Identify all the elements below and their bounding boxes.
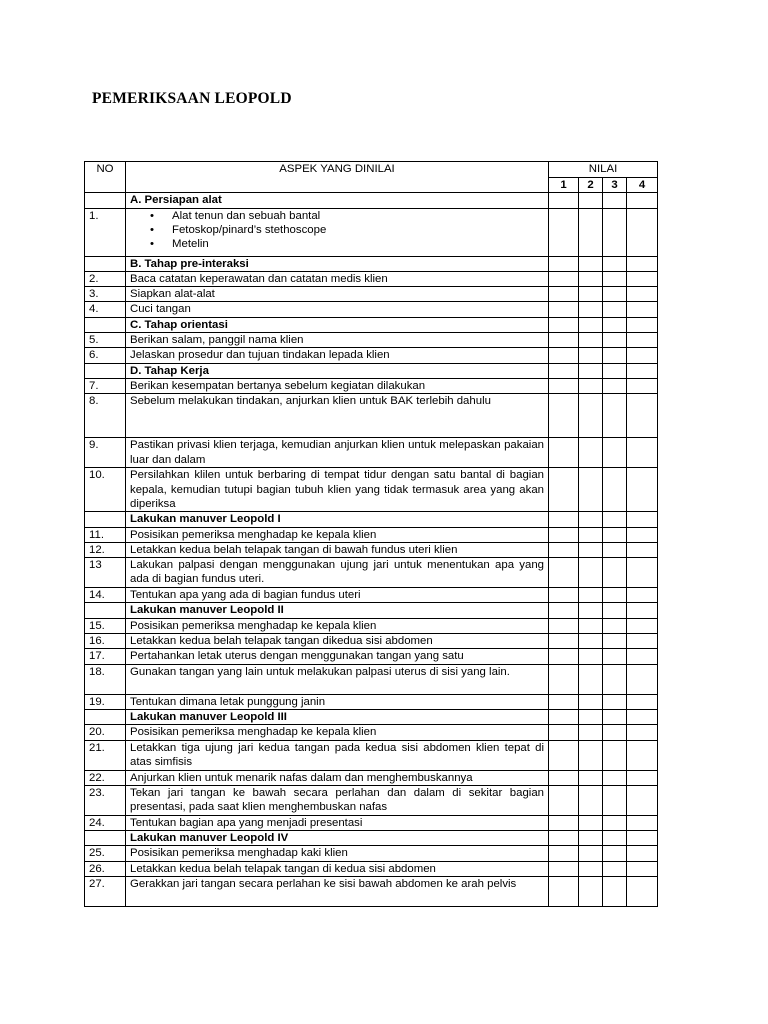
score-cell-3[interactable] bbox=[603, 603, 627, 618]
assessment-aspect: Persilahkan klilen untuk berbaring di tempat tidur dengan satu bantal di bagian kepala, kemudian tutupi bagian tubuh klien yang tidak termasuk area yang akan diperiksa bbox=[126, 468, 549, 512]
score-cell-1[interactable] bbox=[549, 831, 579, 846]
row-number bbox=[85, 709, 126, 724]
row-number: 7. bbox=[85, 378, 126, 393]
table-row bbox=[85, 302, 658, 317]
assessment-aspect: Posisikan pemeriksa menghadap kaki klien bbox=[126, 846, 549, 861]
table-row bbox=[85, 588, 658, 603]
row-number: 12. bbox=[85, 542, 126, 557]
row-number: 6. bbox=[85, 348, 126, 363]
score-cell-1[interactable] bbox=[549, 438, 579, 468]
score-cell-4[interactable] bbox=[627, 588, 658, 603]
score-cell-2[interactable] bbox=[579, 302, 603, 317]
score-cell-2[interactable] bbox=[579, 846, 603, 861]
score-cell-3[interactable] bbox=[603, 333, 627, 348]
assessment-aspect: Sebelum melakukan tindakan, anjurkan klien untuk BAK terlebih dahulu bbox=[126, 394, 549, 438]
score-cell-4[interactable] bbox=[627, 603, 658, 618]
score-cell-1[interactable] bbox=[549, 302, 579, 317]
score-cell-1[interactable] bbox=[549, 208, 579, 256]
score-cell-3[interactable] bbox=[603, 725, 627, 740]
row-number: 3. bbox=[85, 287, 126, 302]
score-cell-3[interactable] bbox=[603, 256, 627, 271]
score-cell-4[interactable] bbox=[627, 256, 658, 271]
score-cell-2[interactable] bbox=[579, 634, 603, 649]
section-heading: B. Tahap pre-interaksi bbox=[126, 256, 549, 271]
row-number: 9. bbox=[85, 438, 126, 468]
row-number: 21. bbox=[85, 740, 126, 770]
section-heading: D. Tahap Kerja bbox=[126, 363, 549, 378]
assessment-aspect: Berikan salam, panggil nama klien bbox=[126, 333, 549, 348]
score-cell-1[interactable] bbox=[549, 193, 579, 208]
header-row bbox=[85, 162, 658, 178]
score-cell-4[interactable] bbox=[627, 664, 658, 694]
row-number: 11. bbox=[85, 527, 126, 542]
section-row bbox=[85, 831, 658, 846]
score-cell-2[interactable] bbox=[579, 438, 603, 468]
score-cell-2[interactable] bbox=[579, 785, 603, 815]
score-cell-4[interactable] bbox=[627, 618, 658, 633]
score-cell-2[interactable] bbox=[579, 770, 603, 785]
score-cell-3[interactable] bbox=[603, 468, 627, 512]
score-cell-3[interactable] bbox=[603, 831, 627, 846]
assessment-aspect: Tekan jari tangan ke bawah secara perlahan dan dalam di sekitar bagian presentasi, pada saat klien menghembuskan nafas bbox=[126, 785, 549, 815]
score-cell-2[interactable] bbox=[579, 394, 603, 438]
score-cell-1[interactable] bbox=[549, 588, 579, 603]
table-row bbox=[85, 725, 658, 740]
row-number: 24. bbox=[85, 815, 126, 830]
table-row bbox=[85, 634, 658, 649]
score-cell-1[interactable] bbox=[549, 664, 579, 694]
score-cell-4[interactable] bbox=[627, 348, 658, 363]
table-row bbox=[85, 740, 658, 770]
score-cell-4[interactable] bbox=[627, 317, 658, 332]
table-row bbox=[85, 694, 658, 709]
score-cell-2[interactable] bbox=[579, 618, 603, 633]
score-cell-4[interactable] bbox=[627, 542, 658, 557]
table-row bbox=[85, 618, 658, 633]
score-cell-3[interactable] bbox=[603, 302, 627, 317]
row-number bbox=[85, 363, 126, 378]
section-row bbox=[85, 603, 658, 618]
table-row bbox=[85, 770, 658, 785]
row-number: 22. bbox=[85, 770, 126, 785]
score-cell-2[interactable] bbox=[579, 877, 603, 907]
table-row bbox=[85, 378, 658, 393]
score-cell-4[interactable] bbox=[627, 770, 658, 785]
table-row bbox=[85, 438, 658, 468]
score-cell-4[interactable] bbox=[627, 785, 658, 815]
score-cell-1[interactable] bbox=[549, 815, 579, 830]
score-cell-1[interactable] bbox=[549, 740, 579, 770]
score-cell-1[interactable] bbox=[549, 846, 579, 861]
table-row bbox=[85, 208, 658, 256]
assessment-aspect: Posisikan pemeriksa menghadap ke kepala klien bbox=[126, 618, 549, 633]
score-header-1: 1 bbox=[549, 178, 579, 193]
score-cell-4[interactable] bbox=[627, 438, 658, 468]
table-row bbox=[85, 558, 658, 588]
score-cell-1[interactable] bbox=[549, 785, 579, 815]
header-no: NO bbox=[85, 162, 126, 193]
score-cell-4[interactable] bbox=[627, 846, 658, 861]
equipment-list bbox=[130, 209, 544, 252]
row-number: 14. bbox=[85, 588, 126, 603]
row-number: 20. bbox=[85, 725, 126, 740]
score-cell-4[interactable] bbox=[627, 634, 658, 649]
table-row bbox=[85, 348, 658, 363]
score-cell-2[interactable] bbox=[579, 256, 603, 271]
score-cell-3[interactable] bbox=[603, 542, 627, 557]
score-cell-1[interactable] bbox=[549, 709, 579, 724]
table-row bbox=[85, 333, 658, 348]
score-cell-1[interactable] bbox=[549, 317, 579, 332]
score-cell-1[interactable] bbox=[549, 512, 579, 527]
score-cell-3[interactable] bbox=[603, 846, 627, 861]
score-cell-3[interactable] bbox=[603, 815, 627, 830]
score-cell-1[interactable] bbox=[549, 634, 579, 649]
score-cell-3[interactable] bbox=[603, 558, 627, 588]
row-number bbox=[85, 317, 126, 332]
score-cell-1[interactable] bbox=[549, 271, 579, 286]
score-cell-4[interactable] bbox=[627, 378, 658, 393]
row-number: 23. bbox=[85, 785, 126, 815]
row-number: 26. bbox=[85, 861, 126, 876]
assessment-aspect: Posisikan pemeriksa menghadap ke kepala klien bbox=[126, 725, 549, 740]
section-heading: A. Persiapan alat bbox=[126, 193, 549, 208]
assessment-aspect: Baca catatan keperawatan dan catatan medis klien bbox=[126, 271, 549, 286]
equipment-item: • Alat tenun dan sebuah bantal bbox=[172, 209, 544, 223]
score-cell-1[interactable] bbox=[549, 558, 579, 588]
score-cell-3[interactable] bbox=[603, 740, 627, 770]
score-cell-1[interactable] bbox=[549, 468, 579, 512]
score-cell-2[interactable] bbox=[579, 348, 603, 363]
header-aspek: ASPEK YANG DINILAI bbox=[126, 162, 549, 193]
section-heading: Lakukan manuver Leopold III bbox=[126, 709, 549, 724]
section-row bbox=[85, 512, 658, 527]
assessment-aspect: Siapkan alat-alat bbox=[126, 287, 549, 302]
score-cell-3[interactable] bbox=[603, 634, 627, 649]
score-cell-3[interactable] bbox=[603, 618, 627, 633]
assessment-aspect: Posisikan pemeriksa menghadap ke kepala klien bbox=[126, 527, 549, 542]
score-cell-2[interactable] bbox=[579, 709, 603, 724]
assessment-aspect: Letakkan kedua belah telapak tangan dikedua sisi abdomen bbox=[126, 634, 549, 649]
score-cell-4[interactable] bbox=[627, 694, 658, 709]
score-cell-2[interactable] bbox=[579, 333, 603, 348]
score-cell-1[interactable] bbox=[549, 694, 579, 709]
score-cell-3[interactable] bbox=[603, 861, 627, 876]
row-number bbox=[85, 512, 126, 527]
section-heading: Lakukan manuver Leopold I bbox=[126, 512, 549, 527]
score-cell-4[interactable] bbox=[627, 558, 658, 588]
score-cell-2[interactable] bbox=[579, 588, 603, 603]
score-cell-2[interactable] bbox=[579, 603, 603, 618]
score-cell-3[interactable] bbox=[603, 694, 627, 709]
table-row bbox=[85, 861, 658, 876]
table-row bbox=[85, 527, 658, 542]
section-heading: C. Tahap orientasi bbox=[126, 317, 549, 332]
score-cell-1[interactable] bbox=[549, 394, 579, 438]
score-cell-4[interactable] bbox=[627, 725, 658, 740]
score-cell-1[interactable] bbox=[549, 287, 579, 302]
score-cell-1[interactable] bbox=[549, 725, 579, 740]
score-cell-2[interactable] bbox=[579, 193, 603, 208]
score-cell-1[interactable] bbox=[549, 770, 579, 785]
score-cell-1[interactable] bbox=[549, 649, 579, 664]
section-row bbox=[85, 317, 658, 332]
score-cell-1[interactable] bbox=[549, 333, 579, 348]
score-cell-3[interactable] bbox=[603, 317, 627, 332]
row-number: 13 bbox=[85, 558, 126, 588]
score-cell-1[interactable] bbox=[549, 542, 579, 557]
score-cell-2[interactable] bbox=[579, 815, 603, 830]
score-cell-2[interactable] bbox=[579, 468, 603, 512]
assessment-aspect: Berikan kesempatan bertanya sebelum kegiatan dilakukan bbox=[126, 378, 549, 393]
score-cell-2[interactable] bbox=[579, 831, 603, 846]
score-header-2: 2 bbox=[579, 178, 603, 193]
section-row bbox=[85, 709, 658, 724]
table-row bbox=[85, 846, 658, 861]
score-cell-1[interactable] bbox=[549, 348, 579, 363]
score-cell-3[interactable] bbox=[603, 877, 627, 907]
score-cell-4[interactable] bbox=[627, 815, 658, 830]
score-cell-2[interactable] bbox=[579, 512, 603, 527]
row-number: 8. bbox=[85, 394, 126, 438]
score-cell-3[interactable] bbox=[603, 287, 627, 302]
row-number: 2. bbox=[85, 271, 126, 286]
score-cell-4[interactable] bbox=[627, 468, 658, 512]
header-nilai: NILAI bbox=[549, 162, 658, 178]
score-cell-3[interactable] bbox=[603, 664, 627, 694]
assessment-aspect: Pastikan privasi klien terjaga, kemudian anjurkan klien untuk melepaskan pakaian luar dan dalam bbox=[126, 438, 549, 468]
score-cell-3[interactable] bbox=[603, 770, 627, 785]
score-cell-4[interactable] bbox=[627, 193, 658, 208]
table-row bbox=[85, 877, 658, 907]
assessment-aspect: Lakukan palpasi dengan menggunakan ujung jari untuk menentukan apa yang ada di bagian fundus uteri. bbox=[126, 558, 549, 588]
score-cell-2[interactable] bbox=[579, 317, 603, 332]
assessment-table-body bbox=[85, 162, 658, 907]
table-row bbox=[85, 664, 658, 694]
score-cell-2[interactable] bbox=[579, 725, 603, 740]
table-row bbox=[85, 815, 658, 830]
score-cell-4[interactable] bbox=[627, 740, 658, 770]
score-cell-3[interactable] bbox=[603, 348, 627, 363]
assessment-aspect: Gunakan tangan yang lain untuk melakukan palpasi uterus di sisi yang lain. bbox=[126, 664, 549, 694]
score-cell-4[interactable] bbox=[627, 394, 658, 438]
score-cell-4[interactable] bbox=[627, 302, 658, 317]
score-cell-1[interactable] bbox=[549, 527, 579, 542]
table-row bbox=[85, 468, 658, 512]
score-cell-2[interactable] bbox=[579, 649, 603, 664]
assessment-aspect: Letakkan tiga ujung jari kedua tangan pada kedua sisi abdomen klien tepat di atas simfisis bbox=[126, 740, 549, 770]
row-number: 25. bbox=[85, 846, 126, 861]
table-row bbox=[85, 287, 658, 302]
score-cell-2[interactable] bbox=[579, 363, 603, 378]
assessment-aspect: Tentukan apa yang ada di bagian fundus uteri bbox=[126, 588, 549, 603]
assessment-aspect: Anjurkan klien untuk menarik nafas dalam dan menghembuskannya bbox=[126, 770, 549, 785]
assessment-aspect: Letakkan kedua belah telapak tangan di bawah fundus uteri klien bbox=[126, 542, 549, 557]
score-cell-3[interactable] bbox=[603, 527, 627, 542]
score-cell-1[interactable] bbox=[549, 618, 579, 633]
row-number: 10. bbox=[85, 468, 126, 512]
assessment-aspect: Cuci tangan bbox=[126, 302, 549, 317]
table-row bbox=[85, 542, 658, 557]
score-cell-4[interactable] bbox=[627, 649, 658, 664]
row-number: 18. bbox=[85, 664, 126, 694]
row-number: 17. bbox=[85, 649, 126, 664]
score-cell-3[interactable] bbox=[603, 438, 627, 468]
score-cell-4[interactable] bbox=[627, 831, 658, 846]
score-cell-4[interactable] bbox=[627, 271, 658, 286]
equipment-list-cell bbox=[126, 208, 549, 256]
score-cell-3[interactable] bbox=[603, 208, 627, 256]
score-cell-4[interactable] bbox=[627, 861, 658, 876]
score-cell-4[interactable] bbox=[627, 333, 658, 348]
assessment-aspect: Letakkan kedua belah telapak tangan di kedua sisi abdomen bbox=[126, 861, 549, 876]
score-cell-1[interactable] bbox=[549, 363, 579, 378]
row-number: 19. bbox=[85, 694, 126, 709]
score-cell-2[interactable] bbox=[579, 271, 603, 286]
score-cell-2[interactable] bbox=[579, 378, 603, 393]
score-cell-2[interactable] bbox=[579, 287, 603, 302]
score-cell-2[interactable] bbox=[579, 527, 603, 542]
score-cell-3[interactable] bbox=[603, 588, 627, 603]
score-cell-2[interactable] bbox=[579, 664, 603, 694]
score-cell-3[interactable] bbox=[603, 363, 627, 378]
score-cell-2[interactable] bbox=[579, 740, 603, 770]
table-row bbox=[85, 649, 658, 664]
row-number: 4. bbox=[85, 302, 126, 317]
score-cell-3[interactable] bbox=[603, 512, 627, 527]
assessment-aspect: Pertahankan letak uterus dengan menggunakan tangan yang satu bbox=[126, 649, 549, 664]
row-number bbox=[85, 831, 126, 846]
score-cell-1[interactable] bbox=[549, 603, 579, 618]
score-cell-1[interactable] bbox=[549, 256, 579, 271]
score-cell-4[interactable] bbox=[627, 512, 658, 527]
row-number: 5. bbox=[85, 333, 126, 348]
section-row bbox=[85, 256, 658, 271]
page-title: PEMERIKSAAN LEOPOLD bbox=[92, 90, 292, 107]
score-cell-4[interactable] bbox=[627, 208, 658, 256]
score-header-3: 3 bbox=[603, 178, 627, 193]
score-cell-4[interactable] bbox=[627, 363, 658, 378]
section-heading: Lakukan manuver Leopold IV bbox=[126, 831, 549, 846]
row-number bbox=[85, 193, 126, 208]
assessment-aspect: Gerakkan jari tangan secara perlahan ke sisi bawah abdomen ke arah pelvis bbox=[126, 877, 549, 907]
score-cell-3[interactable] bbox=[603, 649, 627, 664]
row-number bbox=[85, 603, 126, 618]
table-row bbox=[85, 394, 658, 438]
table-row bbox=[85, 271, 658, 286]
score-cell-2[interactable] bbox=[579, 208, 603, 256]
score-cell-2[interactable] bbox=[579, 558, 603, 588]
equipment-item: • Fetoskop/pinard’s stethoscope bbox=[172, 223, 544, 237]
section-row bbox=[85, 363, 658, 378]
row-number: 15. bbox=[85, 618, 126, 633]
score-cell-1[interactable] bbox=[549, 877, 579, 907]
score-cell-1[interactable] bbox=[549, 861, 579, 876]
score-cell-4[interactable] bbox=[627, 877, 658, 907]
score-cell-4[interactable] bbox=[627, 287, 658, 302]
score-cell-3[interactable] bbox=[603, 378, 627, 393]
assessment-table bbox=[84, 161, 658, 907]
row-number: 27. bbox=[85, 877, 126, 907]
score-cell-2[interactable] bbox=[579, 694, 603, 709]
row-number: 1. bbox=[85, 208, 126, 256]
score-cell-3[interactable] bbox=[603, 785, 627, 815]
section-heading: Lakukan manuver Leopold II bbox=[126, 603, 549, 618]
assessment-aspect: Tentukan bagian apa yang menjadi presentasi bbox=[126, 815, 549, 830]
score-cell-3[interactable] bbox=[603, 394, 627, 438]
score-cell-3[interactable] bbox=[603, 193, 627, 208]
score-cell-1[interactable] bbox=[549, 378, 579, 393]
table-row bbox=[85, 785, 658, 815]
score-cell-3[interactable] bbox=[603, 271, 627, 286]
row-number bbox=[85, 256, 126, 271]
assessment-aspect: Jelaskan prosedur dan tujuan tindakan lepada klien bbox=[126, 348, 549, 363]
score-cell-4[interactable] bbox=[627, 527, 658, 542]
row-number: 16. bbox=[85, 634, 126, 649]
equipment-item: • Metelin bbox=[172, 237, 544, 251]
score-cell-2[interactable] bbox=[579, 861, 603, 876]
section-row bbox=[85, 193, 658, 208]
score-cell-4[interactable] bbox=[627, 709, 658, 724]
score-header-4: 4 bbox=[627, 178, 658, 193]
score-cell-3[interactable] bbox=[603, 709, 627, 724]
score-cell-2[interactable] bbox=[579, 542, 603, 557]
assessment-aspect: Tentukan dimana letak punggung janin bbox=[126, 694, 549, 709]
